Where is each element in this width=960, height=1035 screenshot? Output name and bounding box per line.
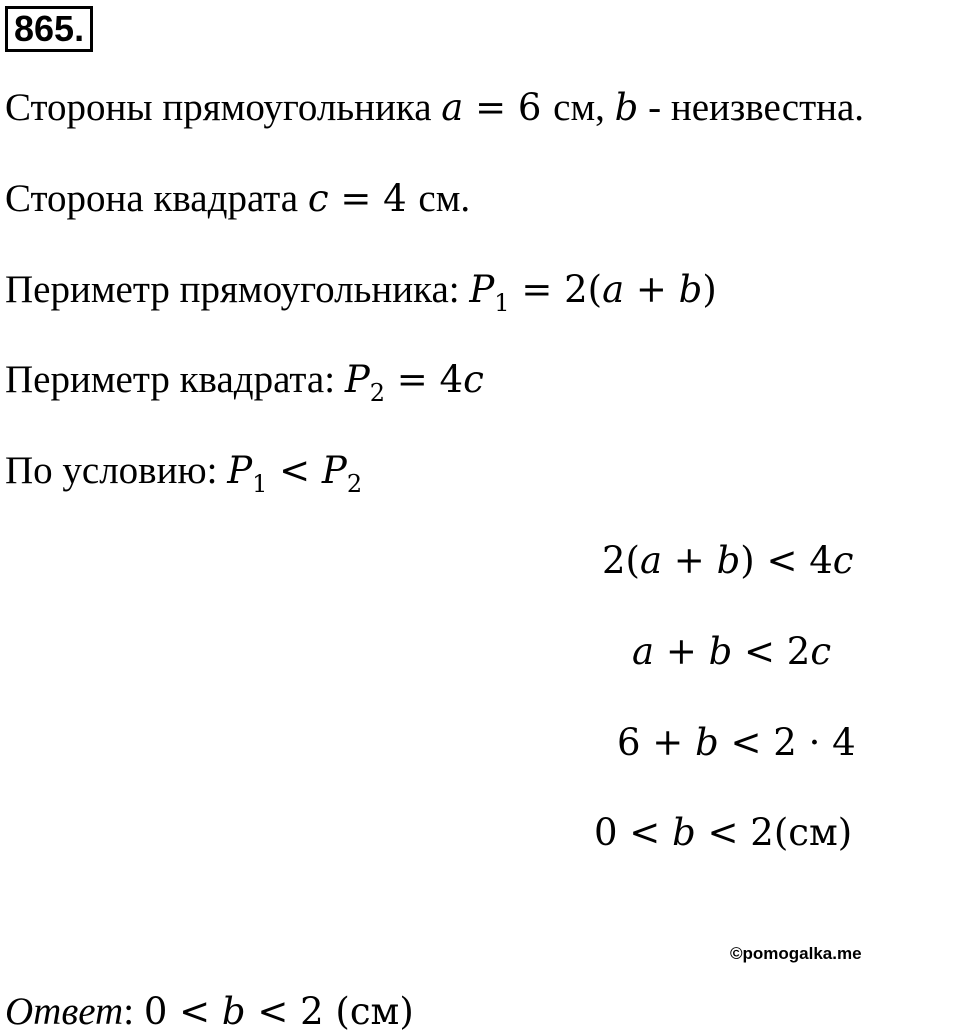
problem-number: 865.: [5, 6, 93, 52]
s2-b: b: [708, 630, 733, 673]
s1-plus: +: [662, 539, 717, 582]
s1-c: c: [832, 539, 854, 582]
p1-close: ): [702, 268, 717, 311]
p1-plus: +: [624, 268, 679, 311]
p2-label: Периметр квадрата:: [5, 358, 345, 401]
s1-a: a: [639, 539, 663, 582]
a-value: = 6: [463, 86, 554, 129]
given-rectangle-line: [5, 86, 864, 130]
cond-rhs: P: [321, 449, 347, 492]
answer-colon: :: [123, 990, 144, 1033]
condition-line: [5, 449, 363, 498]
answer-rest: < 2 (см): [245, 990, 414, 1033]
perimeter-square-line: [5, 358, 484, 407]
p1-expr: = 2(: [509, 268, 603, 311]
s3-rest: < 2 · 4: [718, 721, 856, 764]
a-unit: см,: [553, 86, 615, 129]
cond-lhs: P: [227, 449, 253, 492]
condition-label: По условию:: [5, 449, 228, 492]
step-4: [594, 810, 852, 855]
s4-rest: < 2(см): [695, 811, 853, 854]
watermark: ©pomogalka.me: [730, 944, 862, 963]
s2-a: a: [632, 630, 655, 673]
square-prefix: Сторона квадрата: [5, 177, 308, 220]
s2-c: c: [810, 630, 832, 673]
p1-b: b: [678, 268, 703, 311]
p2-c: c: [463, 358, 484, 401]
s3-lhs: 6 +: [617, 721, 696, 764]
rect-prefix: Стороны прямоугольника: [5, 86, 442, 129]
p2-sub: 2: [369, 379, 386, 407]
step-3: [617, 720, 856, 765]
answer-label: Ответ: [5, 990, 124, 1033]
cond-rhs-sub: 2: [346, 470, 363, 498]
step-1: [602, 538, 854, 583]
answer-lhs: 0 <: [143, 990, 222, 1033]
p2-expr: = 4: [385, 358, 464, 401]
s1-open: 2(: [602, 539, 640, 582]
answer-b: b: [221, 990, 246, 1033]
s3-b: b: [695, 721, 719, 764]
step-2: [632, 629, 831, 674]
s4-b: b: [672, 811, 696, 854]
p1-var: P: [469, 268, 495, 311]
c-value: = 4: [328, 177, 419, 220]
answer-line: [5, 990, 414, 1034]
given-square-line: [5, 177, 470, 221]
s2-rest: < 2: [732, 630, 811, 673]
s1-rest: ) < 4: [740, 539, 833, 582]
var-b: b: [614, 86, 639, 129]
s1-b: b: [716, 539, 741, 582]
b-text: - неизвестна.: [638, 86, 865, 129]
c-unit: см.: [418, 177, 471, 220]
cond-lhs-sub: 1: [252, 470, 268, 498]
cond-op: <: [267, 449, 322, 492]
p1-sub: 1: [494, 289, 510, 317]
var-a: a: [441, 86, 464, 129]
p1-label: Периметр прямоугольника:: [5, 268, 470, 311]
p2-var: P: [344, 358, 370, 401]
var-c: c: [307, 177, 329, 220]
perimeter-rectangle-line: [5, 268, 717, 317]
s4-lhs: 0 <: [594, 811, 673, 854]
p1-a: a: [602, 268, 625, 311]
s2-plus: +: [654, 630, 709, 673]
